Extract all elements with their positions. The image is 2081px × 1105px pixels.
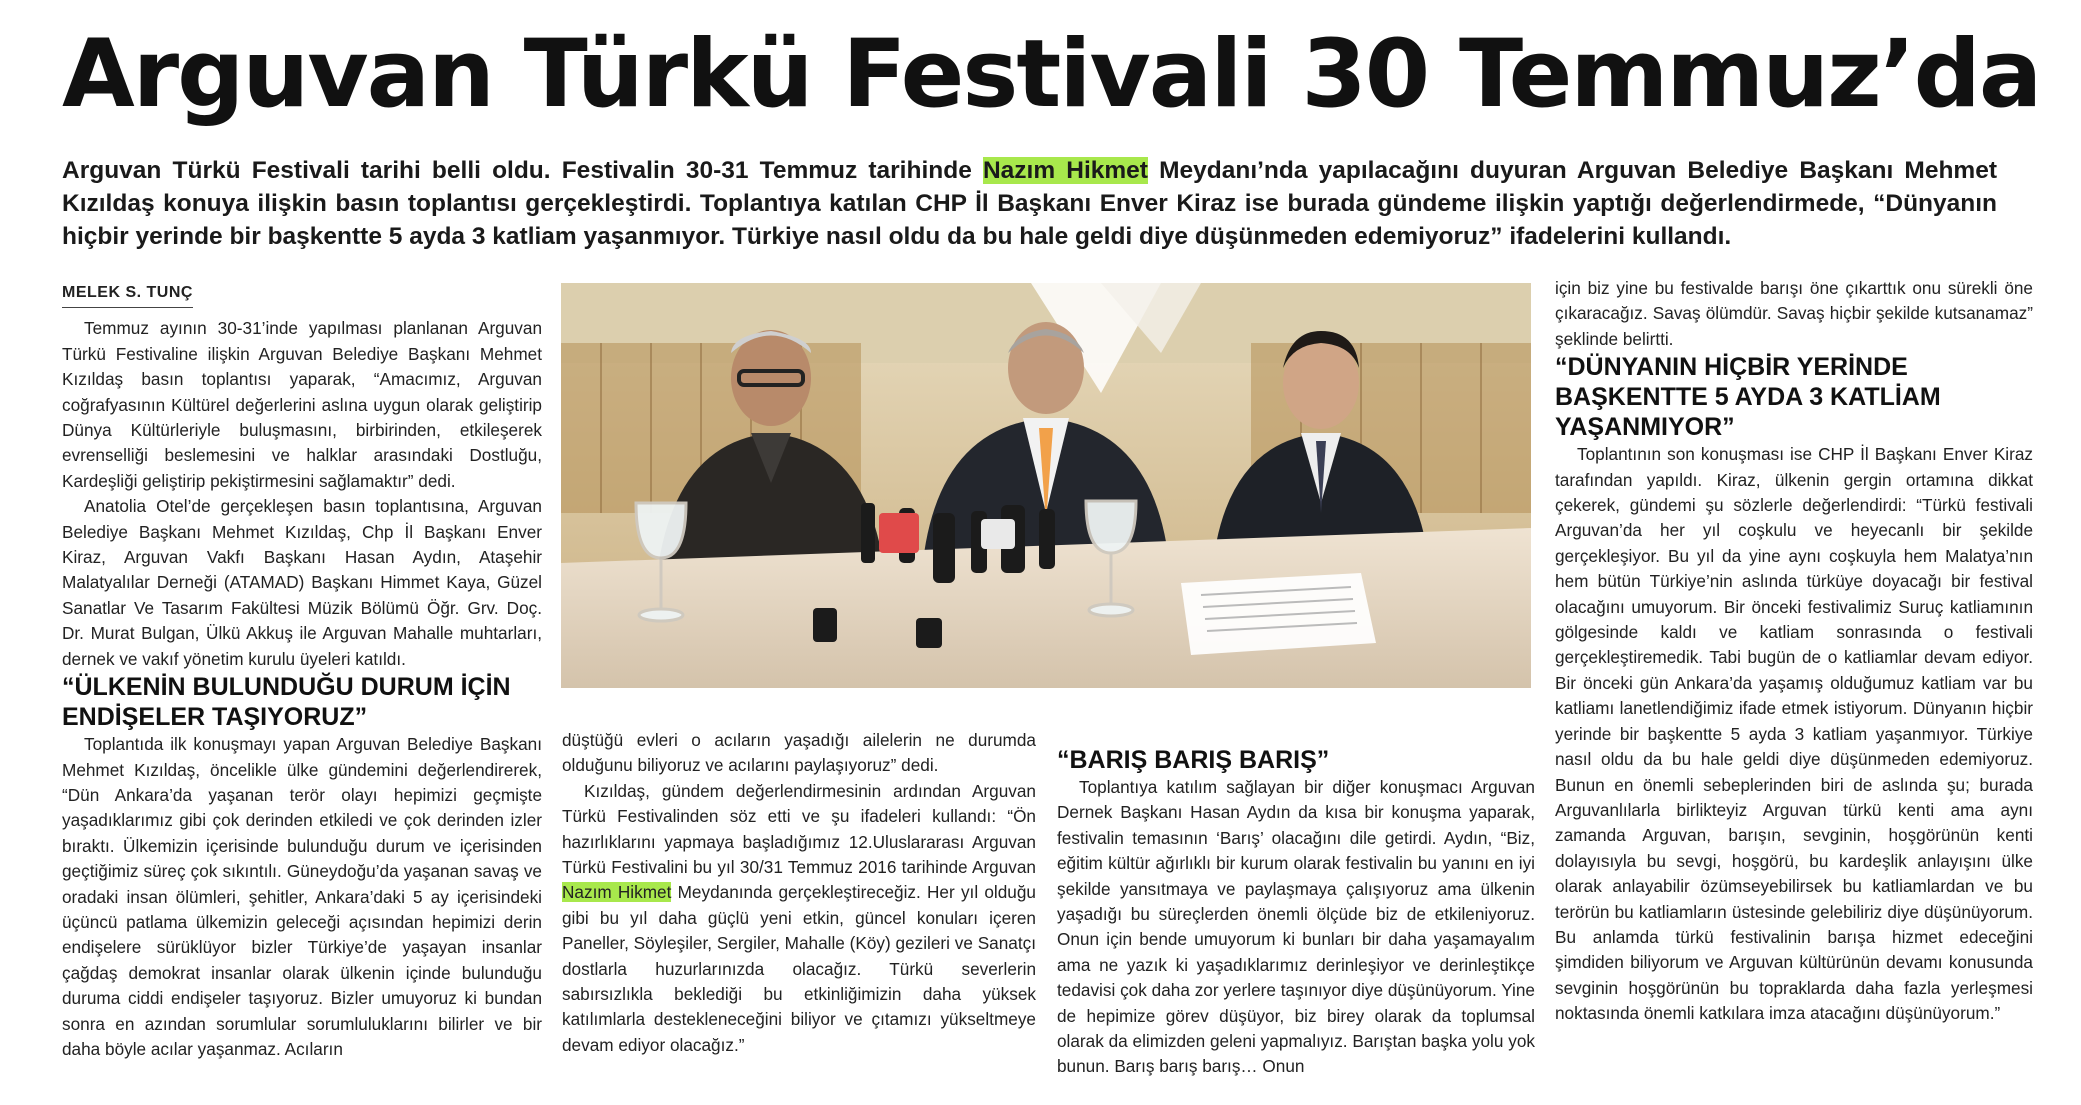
column-2 bbox=[562, 728, 1036, 1058]
col2-paragraph-2 bbox=[562, 779, 1036, 1058]
column-1 bbox=[62, 279, 542, 1062]
column-3 bbox=[1057, 745, 1535, 1080]
col2-text-after: Meydanında gerçekleştireceğiz. Her yıl olduğu gibi bu yıl daha güçlü yeni etkin, güncel konuları içeren Paneller, Söyleşiler, Sergiler, Mahalle (Köy) gezileri ve Sanatçı dostlarla huzurlarınızda olacağız. Türkü severlerin sabırsızlıkla beklediği bu etkinliğimizin daha yüksek katılımlarla destekleneceğini biliyor ve çıtamızı yükseltmeye devam ediyor olacağız.” bbox=[562, 882, 1036, 1055]
col3-paragraph-1: Toplantıya katılım sağlayan bir diğer konuşmacı Arguvan Dernek Başkanı Hasan Aydın da kısa bir konuşma yaparak, festivalin temasının ‘Barış’ olacağını dile getirdi. Aydın, “Biz, eğitim kültür ağırlıklı bir kurum olarak festivalin bu yanını en iyi şekilde yansıtmaya ve paylaşmaya çalışıyoruz ama ülkenin yaşadığı bu süreçlerden önemli ölçüde biz de etkileniyoruz. Onun için bende umuyorum ki bunları bir daha yaşamayalım ama ne yazık ki yaşadıklarımız derinleşiyor ve derinleştikçe tedavisi çok daha zor yerlere taşınıyor diye düşünüyorum. Yine de hepimize görev düşüyor, biz birey olarak da toplumsal olarak da elimizden geleni yapmalıyız. Barıştan başka yolu yok bunun. Barış barış barış… Onun bbox=[1057, 777, 1535, 1077]
lead-text-after: Meydanı’nda yapılacağını duyuran Arguvan Belediye Başkanı Mehmet Kızıldaş konuya ilişkin basın toplantısı gerçekleştirdi. Toplantıya katılan CHP İl Başkanı Enver Kiraz ise burada gündeme ilişkin yaptığı değerlendirmede, “Dünyanın hiçbir yerinde bir başkentte 5 ayda 3 katliam yaşanmıyor. Türkiye nasıl oldu da bu hale geldi diye düşünmeden edemiyoruz” ifadelerini kullandı. bbox=[62, 157, 1997, 250]
press-conference-photo bbox=[561, 283, 1531, 688]
col4-paragraph-2: Toplantının son konuşması ise CHP İl Başkanı Enver Kiraz tarafından yapıldı. Kiraz, ülkenin gergin ortamına dikkat çekerek, gündemi şu sözlerle değerlendirdi: “Türkü festivali Arguvan’da her yıl coşkulu ve heyecanlı bir şekilde gerçekleşiyor. Bu yıl da yine aynı coşkuyla hem Malatya’nın hem bütün Türkiye’nin aslında türküye doyacağı bir festival olacağını umuyorum. Bir önceki festivalimiz Suruç katliamının gölgesinde kaldı ve katliam sonrasında o festivali gerçekleştiremedik. Tabi bugün de o katliamlar devam ediyor. Bir önceki gün Ankara’da yaşamış olduğumuz katliam var bu katliamı lanetlendiğimiz ifade etmek istiyorum. Dünyanın hiçbir yerinde bir başkentte 5 ayda 3 katliam yaşanmıyor. Türkiye nasıl oldu da bu hale geldi diye düşünmeden edemiyoruz. Bunun en önemli sebeplerinden biri de aslında şu; burada Arguvanlılarla birlikteyiz Arguvan türkü kenti ama aynı zamanda Arguvan, barışın, sevginin, hoşgörünün kenti dolayısıyla bu sevgi, hoşgörü, bu kardeşlik anlayışını ülke olarak anlayabilir özümseyebilirsek bu katliamlardan ve bu terörün bu katliamların üstesinde gelebiliriz diye düşünüyorum. Bu anlamda türkü festivalinin barışa hizmet edeceğini şimdiden biliyorum ve Arguvan kültürünün devamı konusunda sevginin hoşgörünün bu topraklarda daha fazla yerleşmesi noktasında önemli katkılara imza atacağını düşünüyorum.” bbox=[1555, 444, 2033, 1024]
col1-paragraph-1: Temmuz ayının 30-31’inde yapılması planlanan Arguvan Türkü Festivaline ilişkin Arguvan Belediye Başkanı Mehmet Kızıldaş basın toplantısı yaparak, “Amacımız, Arguvan coğrafyasının Kültürel değerlerini aslına uygun olarak geliştirip Dünya Kültürleriyle buluşmasını, birbirinden, etkileşerek evrenselliği beslemesini ve halklar arasındaki Dostluğu, Kardeşliği geliştirip pekiştirmesini sağlamaktır” dedi. bbox=[62, 318, 542, 491]
col1-paragraph-3: Toplantıda ilk konuşmayı yapan Arguvan Belediye Başkanı Mehmet Kızıldaş, öncelikle ülke gündemini değerlendirerek, “Dün Ankara’da yaşanan terör olayı hepimizi geçmişte yaşadıklarımız gibi çok derinden etkiledi ve çok derinden izler bıraktı. Ülkemizin içerisinde bulunduğu durum ve içerisinden geçtiğimiz süreç çok sıkıntılı. Güneydoğu’da yaşanan savaş ve oradaki insan ölümleri, şehitler, Ankara’daki 5 ay içerisindeki üçüncü patlama ülkemizin geleceği açısından hepimizi derin endişelere sürüklüyor bizler Türkiye’de yaşayan insanlar çağdaş demokrat insanlar olarak ülkenin içinde bulunduğu duruma ciddi endişeler taşıyoruz. Bizler umuyoruz ki bundan sonra en azından sorumlular sorumluluklarını bilirler ve bir daha böyle acılar yaşanmaz. Acıların bbox=[62, 734, 542, 1059]
col4-paragraph-1: için biz yine bu festivalde barışı öne çıkarttık onu sürekli öne çıkaracağız. Savaş ölümdür. Savaş hiçbir şekilde kutsanamaz” şeklinde belirtti. bbox=[1555, 278, 2033, 349]
col2-text-before: Kızıldaş, gündem değerlendirmesinin ardından Arguvan Türkü Festivalinden söz etti ve şu ifadeleri kullandı: “Ön hazırlıklarını yapmaya başladığımız 12.Uluslararası Arguvan Türkü Festivalini bu yıl 30/31 Temmuz 2016 tarihinde Arguvan bbox=[562, 780, 1036, 878]
lead-highlight: Nazım Hikmet bbox=[982, 157, 1148, 184]
col4-subhead: “DÜNYANIN HİÇBİR YERİNDE BAŞKENTTE 5 AYDA 3 KATLİAM YAŞANMIYOR” bbox=[1555, 353, 1941, 442]
headline: Arguvan Türkü Festivali 30 Temmuz’da bbox=[62, 20, 2041, 129]
byline: MELEK S. TUNÇ bbox=[62, 280, 193, 308]
col3-subhead: “BARIŞ BARIŞ BARIŞ” bbox=[1057, 746, 1330, 774]
col2-paragraph-1: düştüğü evleri o acıların yaşadığı ailelerin ne durumda olduğunu biliyoruz ve acılarını paylaşıyoruz” dedi. bbox=[562, 730, 1036, 776]
photo-illustration bbox=[561, 283, 1531, 688]
column-4 bbox=[1555, 276, 2033, 1027]
col2-highlight: Nazım Hikmet bbox=[562, 882, 672, 903]
lead-paragraph bbox=[62, 154, 1997, 253]
col1-subhead: “ÜLKENİN BULUNDUĞU DURUM İÇİN ENDİŞELER TAŞIYORUZ” bbox=[62, 673, 511, 732]
lead-text-before: Arguvan Türkü Festivali tarihi belli oldu. Festivalin 30-31 Temmuz tarihinde bbox=[62, 157, 983, 184]
col1-paragraph-2: Anatolia Otel’de gerçekleşen basın toplantısına, Arguvan Belediye Başkanı Mehmet Kızıldaş, Chp İl Başkanı Enver Kiraz, Arguvan Vakfı Başkanı Hasan Aydın, Ataşehir Malatyalılar Derneği (ATAMAD) Başkanı Himmet Kaya, Güzel Sanatlar Ve Tasarım Fakültesi Müzik Bölümü Öğr. Grv. Doç. Dr. Murat Bulgan, Ülkü Akkuş ile Arguvan Mahalle muhtarları, dernek ve vakıf yönetim kurulu üyeleri katıldı. bbox=[62, 496, 542, 669]
